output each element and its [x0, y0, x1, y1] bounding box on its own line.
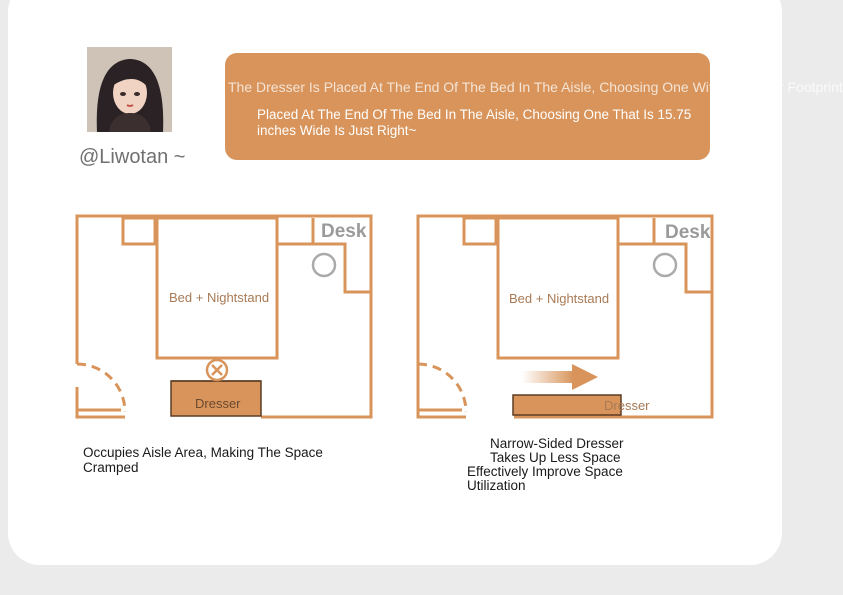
caption-line: Narrow-Sided Dresser [490, 436, 624, 451]
tip-banner [225, 53, 843, 160]
bed-label: Bed + Nightstand [169, 290, 270, 305]
desk-label: Desk [665, 222, 711, 243]
bed-label: Bed + Nightstand [509, 291, 610, 306]
caption-line: Takes Up Less Space [490, 450, 621, 465]
banner-description: Placed At The End Of The Bed In The Aisle, Choosing One That Is 15.75 inches Wide Is Just Right~ [257, 107, 692, 138]
avatar-portrait [87, 47, 172, 132]
floorplan-walls [73, 212, 373, 424]
avatar[interactable] [87, 47, 172, 132]
caption-line: Utilization [467, 478, 526, 493]
dresser-label: Dresser [604, 398, 650, 413]
caption-cramped: Occupies Aisle Area, Making The Space Cramped [83, 445, 323, 475]
dresser-label: Dresser [195, 396, 241, 411]
caption-improved [467, 437, 667, 493]
chair-icon [313, 254, 335, 276]
close-circle-icon [207, 360, 227, 380]
floorplan-cramped [73, 212, 373, 424]
floorplan-improved [414, 212, 714, 424]
chair-icon [654, 254, 676, 276]
banner-title: The Dresser Is Placed At The End Of The Bed In The Aisle, Choosing One With A Smaller Footprint [228, 79, 843, 95]
caption-line: Effectively Improve Space [467, 464, 623, 479]
author-handle[interactable]: @Liwotan ~ [79, 146, 186, 168]
desk-label: Desk [321, 221, 367, 242]
arrow-right-icon [522, 364, 598, 390]
